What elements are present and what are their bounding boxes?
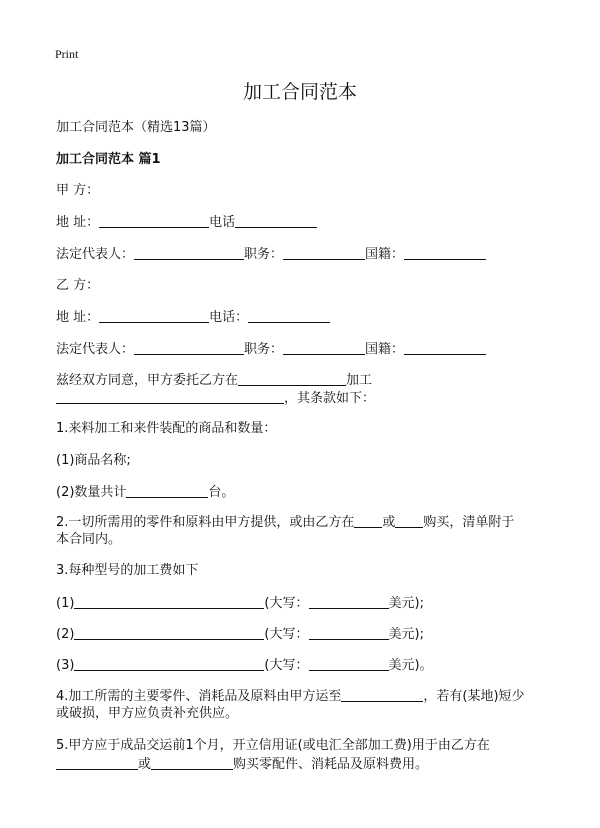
legal-rep-blank (134, 341, 244, 355)
agreement-text-c: ，其条款如下： (284, 391, 376, 406)
clause-2-text-b: 购买，清单附于 (423, 515, 515, 530)
location-blank (238, 372, 346, 386)
fee-currency-label: 美元); (388, 596, 424, 611)
clause-5-text-b: 购买零配件、消耗品及原料费用。 (233, 757, 429, 772)
or-label: 或 (382, 515, 396, 530)
agreement-line-1 (56, 372, 372, 389)
clause-4-text-a: 4.加工所需的主要零件、消耗品及原料由甲方运至 (56, 689, 342, 704)
quantity-blank (126, 484, 208, 498)
clause-2-line-1 (56, 514, 514, 531)
party-a-address-line (56, 214, 317, 231)
nationality-blank (404, 341, 486, 355)
party-b-address-line (56, 309, 330, 326)
clause-5-line-2 (56, 756, 428, 773)
clause-4-line-2: 或破损，甲方应负责补充供应。 (56, 706, 239, 721)
fee-row-label: (1) (56, 596, 75, 611)
destination-blank (341, 688, 423, 702)
position-label: 职务： (244, 247, 284, 262)
phone-label: 电话 (209, 215, 236, 230)
purchase-place-blank-1 (56, 756, 138, 770)
fee-amount-blank (309, 626, 389, 640)
section-heading: 加工合同范本 篇1 (56, 152, 161, 167)
fee-row-1 (56, 595, 424, 612)
clause-4-text-b: ，若有(某地)短少 (423, 689, 525, 704)
document-subtitle: 加工合同范本（精选13篇） (56, 120, 216, 135)
legal-rep-label: 法定代表人： (56, 342, 135, 357)
clause-3: 3.每种型号的加工费如下 (56, 563, 199, 578)
fee-currency-label: 美元)。 (388, 658, 433, 673)
fee-row-2 (56, 626, 424, 643)
quantity-label: (2)数量共计 (56, 485, 127, 500)
legal-rep-blank (134, 246, 244, 260)
party-b-rep-line (56, 341, 486, 358)
or-label: 或 (138, 757, 152, 772)
address-label: 地 址： (56, 215, 100, 230)
nationality-label: 国籍： (365, 342, 405, 357)
fee-amount-blank (309, 657, 389, 671)
agreement-text-b: 加工 (346, 373, 373, 388)
place-blank-1 (354, 514, 382, 528)
document-title: 加工合同范本 (242, 81, 357, 103)
address-blank (99, 309, 209, 323)
address-blank (99, 214, 209, 228)
fee-capital-label: (大写： (264, 627, 309, 642)
legal-rep-label: 法定代表人： (56, 247, 135, 262)
fee-amount-blank (309, 595, 389, 609)
clause-1-item-1: (1)商品名称; (56, 453, 131, 468)
address-label: 地 址： (56, 310, 100, 325)
phone-label: 电话： (209, 310, 249, 325)
fee-row-3 (56, 657, 433, 674)
fee-capital-label: (大写： (264, 658, 309, 673)
fee-row-label: (2) (56, 627, 75, 642)
clause-2-text-a: 2.一切所需用的零件和原料由甲方提供，或由乙方在 (56, 515, 355, 530)
fee-capital-label: (大写： (264, 596, 309, 611)
purchase-place-blank-2 (151, 756, 233, 770)
party-b-label: 乙 方： (56, 278, 100, 293)
clause-1-item-2 (56, 484, 234, 501)
place-blank-2 (395, 514, 423, 528)
position-blank (283, 341, 365, 355)
clause-2-line-2: 本合同内。 (56, 532, 122, 547)
phone-blank (235, 214, 317, 228)
fee-model-blank (74, 595, 264, 609)
fee-currency-label: 美元); (388, 627, 424, 642)
agreement-text-a: 兹经双方同意，甲方委托乙方在 (56, 373, 239, 388)
clause-1: 1.来料加工和来件装配的商品和数量： (56, 421, 277, 436)
position-blank (283, 246, 365, 260)
party-a-label: 甲 方： (56, 183, 100, 198)
fee-row-label: (3) (56, 658, 75, 673)
clause-4-line-1 (56, 688, 525, 705)
position-label: 职务： (244, 342, 284, 357)
fee-model-blank (74, 626, 264, 640)
party-a-rep-line (56, 246, 486, 263)
phone-blank (248, 309, 330, 323)
nationality-blank (404, 246, 486, 260)
print-label: Print (55, 47, 79, 61)
item-blank (56, 390, 284, 404)
clause-5-line-1: 5.甲方应于成品交运前1个月，开立信用证(或电汇全部加工费)用于由乙方在 (56, 738, 490, 753)
agreement-line-2 (56, 390, 375, 407)
nationality-label: 国籍： (365, 247, 405, 262)
unit-label: 台。 (208, 485, 235, 500)
fee-model-blank (74, 657, 264, 671)
